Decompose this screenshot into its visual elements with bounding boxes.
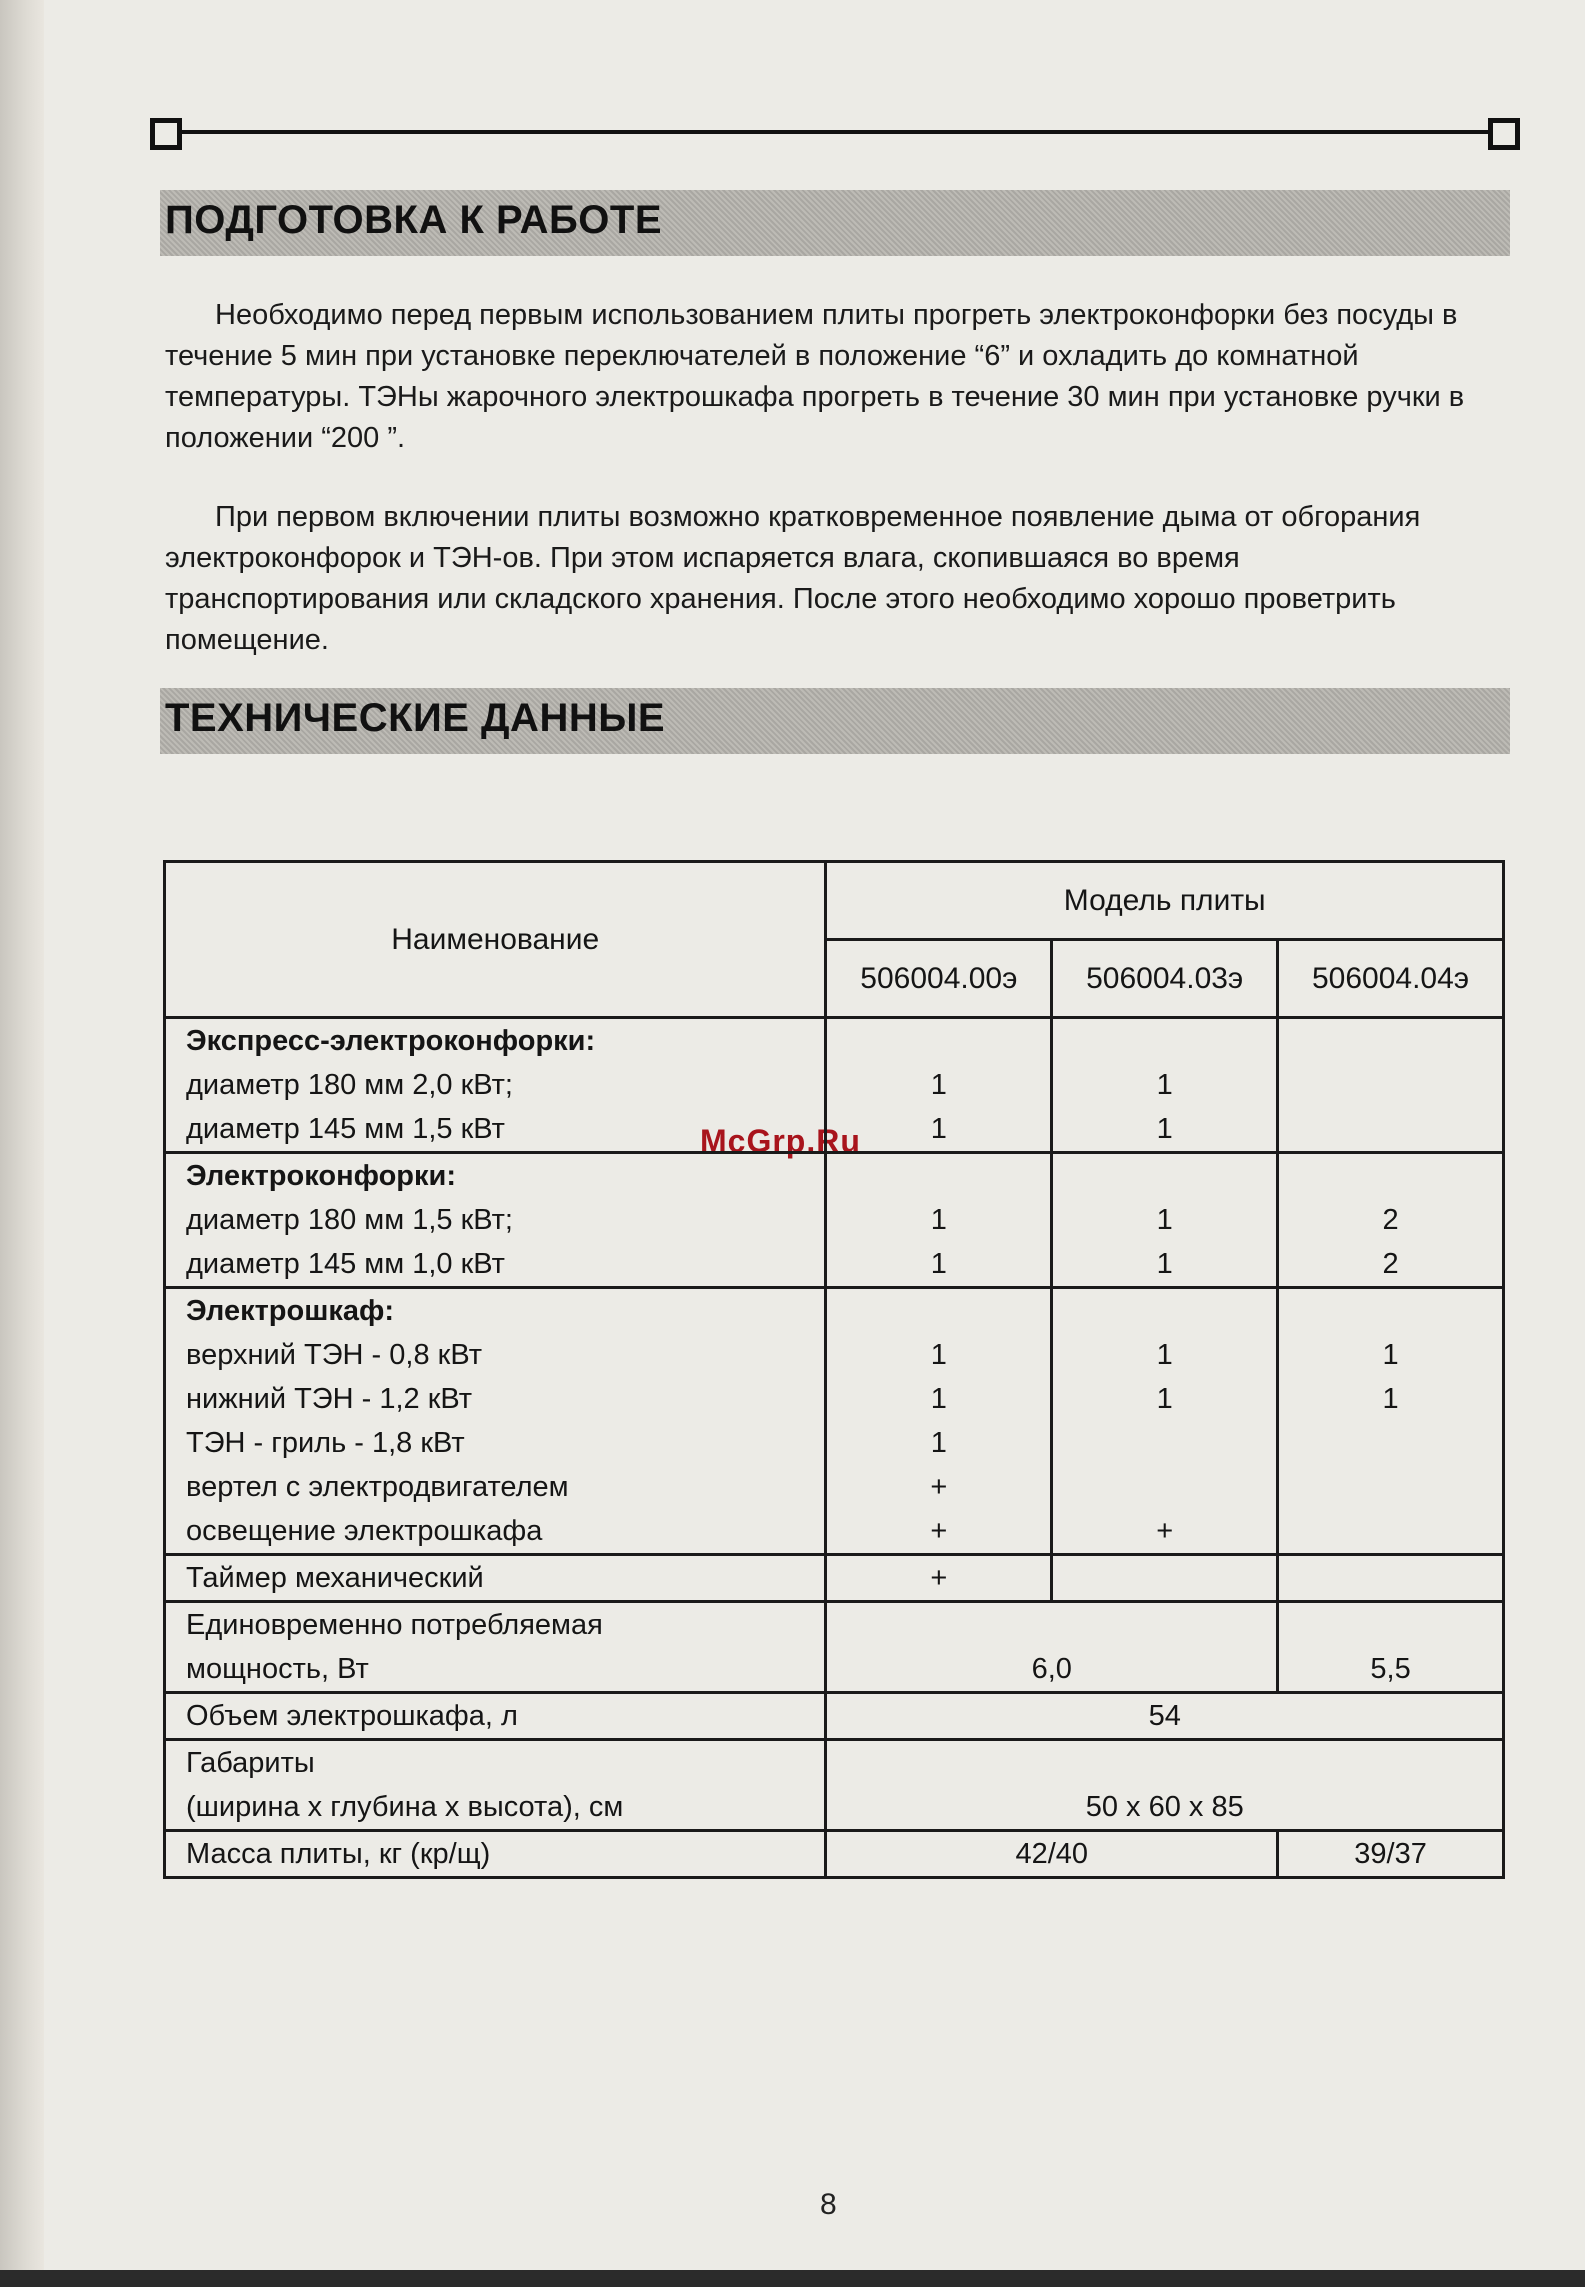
- table-row: [165, 1740, 1504, 1831]
- spec-value-cell: [826, 1018, 1052, 1153]
- table-row: [165, 1602, 1504, 1693]
- power-value-cell: 6,0: [826, 1602, 1278, 1693]
- spec-value-cell: [1052, 1288, 1278, 1555]
- spec-label-line: диаметр 145 мм 1,0 кВт: [186, 1248, 505, 1280]
- spec-value: 1: [1156, 1113, 1173, 1145]
- header-rule: [160, 130, 1512, 134]
- spec-value: 1: [1382, 1383, 1399, 1415]
- table-row: [165, 1831, 1504, 1878]
- spec-value: 1: [930, 1113, 947, 1145]
- model-header: 506004.03э: [1052, 940, 1278, 1018]
- spec-label-line: ТЭН - гриль - 1,8 кВт: [186, 1427, 465, 1459]
- spec-label-line: освещение электрошкафа: [186, 1515, 543, 1547]
- header-model-cell: Модель плиты: [826, 862, 1504, 940]
- spec-value: 1: [930, 1248, 947, 1280]
- spec-value: [1279, 1019, 1502, 1063]
- spec-value: [827, 1019, 1050, 1063]
- spec-label-line: диаметр 180 мм 2,0 кВт;: [186, 1069, 513, 1101]
- spec-value-cell: [1278, 1555, 1504, 1602]
- spec-value: [827, 1154, 1050, 1198]
- spec-value-cell: [1052, 1153, 1278, 1288]
- spec-value: 2: [1382, 1248, 1399, 1280]
- header-rule-right-box: [1488, 118, 1520, 150]
- table-row: [165, 1018, 1504, 1153]
- spec-value: 1: [930, 1069, 947, 1101]
- spec-value: [1279, 1556, 1502, 1600]
- spec-value: +: [930, 1515, 948, 1547]
- spec-value-cell: [1052, 1018, 1278, 1153]
- model-header: 506004.04э: [1278, 940, 1504, 1018]
- power-value-cell: 5,5: [1278, 1602, 1504, 1693]
- spec-value: 1: [1156, 1383, 1173, 1415]
- spec-value: 1: [1156, 1204, 1173, 1236]
- dimensions-label-cell: Габариты (ширина х глубина х высота), см: [165, 1740, 826, 1831]
- spec-value: [1053, 1154, 1276, 1198]
- section-title-preparation: ПОДГОТОВКА К РАБОТЕ: [165, 198, 662, 242]
- spec-value: [1279, 1465, 1502, 1509]
- spec-value: +: [930, 1471, 948, 1503]
- spec-value-cell: [1052, 1555, 1278, 1602]
- spec-value: [1053, 1421, 1276, 1465]
- volume-label-cell: Объем электрошкафа, л: [165, 1693, 826, 1740]
- spec-label-cell: [165, 1555, 826, 1602]
- paragraph-first-use: При первом включении плиты возможно кратковременное появление дыма от обгорания электроконфорок и ТЭН-ов. При этом испаряется влага, скопившаяся во время транспортирования или складского хранения. После этого необходимо хорошо проветрить помещение.: [165, 501, 1421, 656]
- spec-value: [1279, 1063, 1502, 1107]
- spec-value-cell: [826, 1153, 1052, 1288]
- spec-value: 1: [1382, 1339, 1399, 1371]
- table-row: [165, 1693, 1504, 1740]
- spec-label-line: нижний ТЭН - 1,2 кВт: [186, 1383, 473, 1415]
- spec-value-cell: [826, 1555, 1052, 1602]
- spec-label-line: Электроконфорки:: [186, 1160, 457, 1192]
- spec-value-cell: [1278, 1288, 1504, 1555]
- spec-value: [827, 1289, 1050, 1333]
- spec-value: [1053, 1465, 1276, 1509]
- spec-value: +: [930, 1562, 948, 1594]
- book-spine: [0, 0, 44, 2287]
- spec-label-line: вертел с электродвигателем: [186, 1471, 569, 1503]
- header-name-cell: Наименование: [165, 862, 826, 1018]
- page-bottom-edge: [0, 2270, 1585, 2287]
- volume-value-cell: 54: [826, 1693, 1504, 1740]
- mass-label-cell: Масса плиты, кг (кр/щ): [165, 1831, 826, 1878]
- table-row: [165, 1555, 1504, 1602]
- model-header: 506004.00э: [826, 940, 1052, 1018]
- spec-label-line: диаметр 180 мм 1,5 кВт;: [186, 1204, 513, 1236]
- spec-label-cell: [165, 1288, 826, 1555]
- section-title-specs: ТЕХНИЧЕСКИЕ ДАННЫЕ: [165, 696, 666, 740]
- spec-value: 1: [930, 1204, 947, 1236]
- specifications-table: [163, 860, 1505, 1879]
- spec-value-cell: [1278, 1153, 1504, 1288]
- spec-value: 1: [1156, 1339, 1173, 1371]
- spec-value: [1053, 1019, 1276, 1063]
- spec-value: [1053, 1556, 1276, 1600]
- dimensions-value-cell: 50 х 60 х 85: [826, 1740, 1504, 1831]
- spec-label-cell: [165, 1018, 826, 1153]
- watermark-text: McGrp.Ru: [700, 1123, 861, 1159]
- spec-value: 1: [1156, 1248, 1173, 1280]
- spec-value: [1053, 1289, 1276, 1333]
- spec-value: [1279, 1289, 1502, 1333]
- spec-label-line: верхний ТЭН - 0,8 кВт: [186, 1339, 482, 1371]
- spec-value-cell: [826, 1288, 1052, 1555]
- header-rule-left-box: [150, 118, 182, 150]
- spec-value: 1: [1156, 1069, 1173, 1101]
- spec-value: +: [1156, 1515, 1174, 1547]
- spec-value: [1279, 1421, 1502, 1465]
- spec-label-line: Таймер механический: [186, 1562, 484, 1594]
- page-number: 8: [820, 2188, 837, 2221]
- spec-label-line: диаметр 145 мм 1,5 кВт: [186, 1113, 505, 1145]
- mass-value-cell: 42/40: [826, 1831, 1278, 1878]
- spec-value: [1279, 1509, 1502, 1553]
- table-row: [165, 1153, 1504, 1288]
- spec-label-cell: [165, 1153, 826, 1288]
- spec-value-cell: [1278, 1018, 1504, 1153]
- mass-value-cell: 39/37: [1278, 1831, 1504, 1878]
- spec-value: [1279, 1154, 1502, 1198]
- spec-value: [1279, 1107, 1502, 1151]
- spec-value: 1: [930, 1339, 947, 1371]
- spec-value: 1: [930, 1427, 947, 1459]
- spec-label-line: Экспресс-электроконфорки:: [186, 1025, 596, 1057]
- table-row: [165, 1288, 1504, 1555]
- spec-value: 1: [930, 1383, 947, 1415]
- paragraph-preheat: Необходимо перед первым использованием плиты прогреть электроконфорки без посуды в течение 5 мин при установке переключателей в положение “6” и охладить до комнатной температуры. ТЭНы жарочного электрошкафа прогреть в течение 30 мин при установке ручки в положении “200 ”.: [165, 299, 1465, 454]
- spec-value: 2: [1382, 1204, 1399, 1236]
- spec-label-line: Электрошкаф:: [186, 1295, 395, 1327]
- table-body: [165, 1018, 1504, 1878]
- power-label-cell: Единовременно потребляемая мощность, Вт: [165, 1602, 826, 1693]
